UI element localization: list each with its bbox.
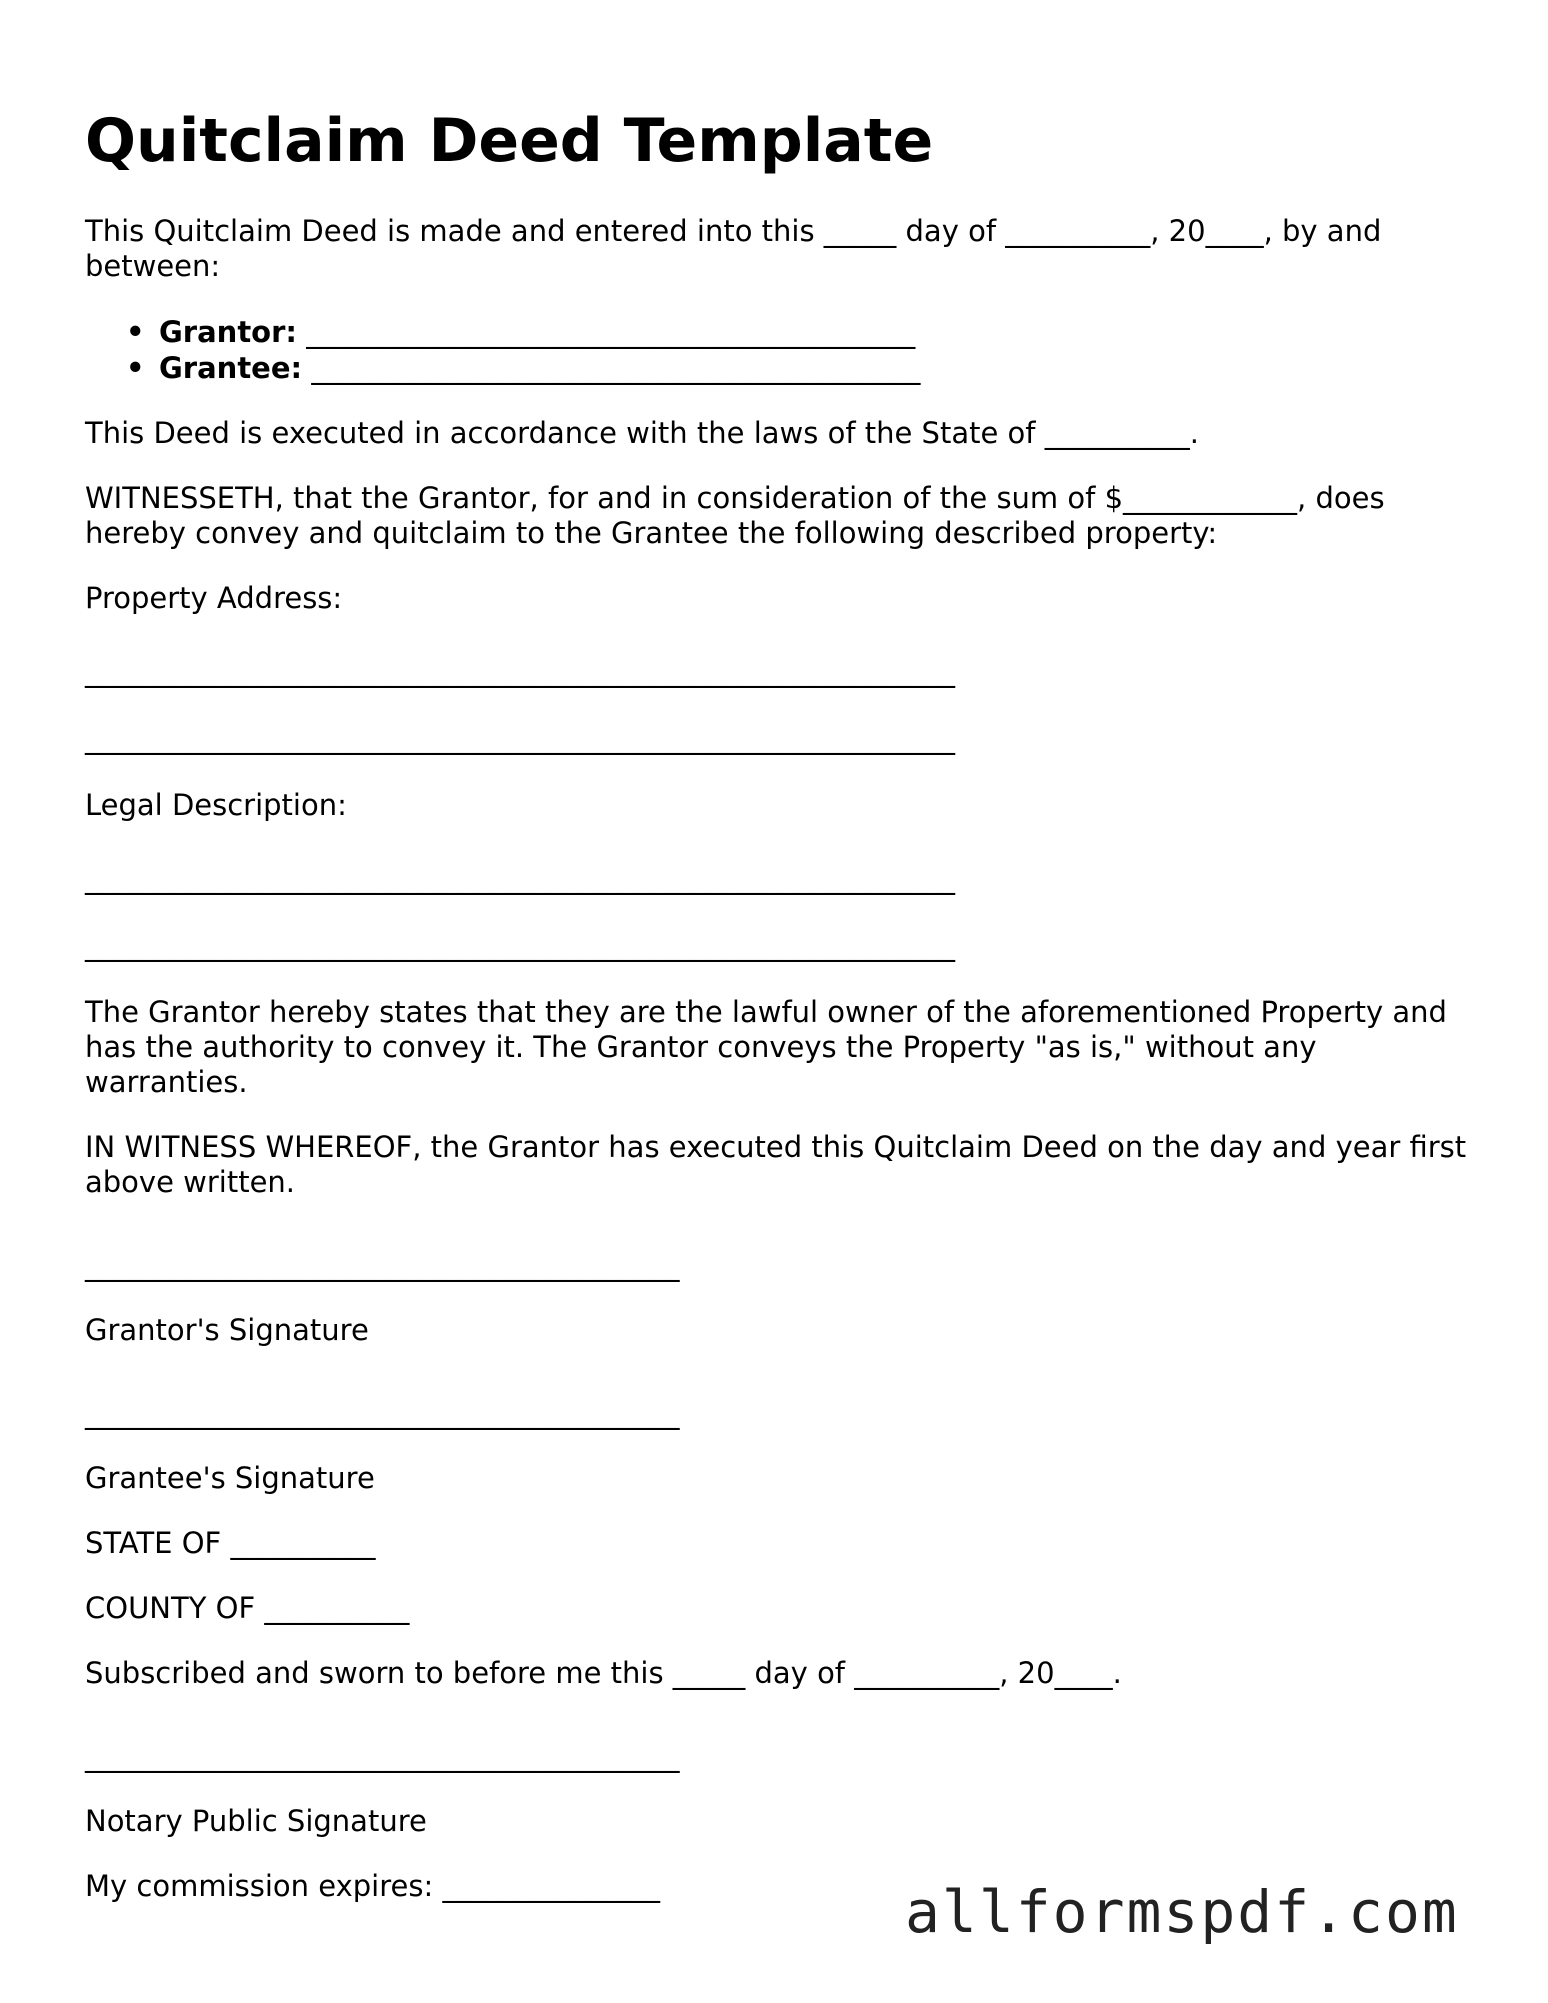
in-witness-paragraph: IN WITNESS WHEREOF, the Grantor has executed this Quitclaim Deed on the day and year first above written. bbox=[85, 1130, 1467, 1199]
notary-signature-line: _________________________________________ bbox=[85, 1739, 680, 1773]
grantor-blank: __________________________________________ bbox=[306, 315, 916, 349]
state-of-line: STATE OF __________ bbox=[85, 1526, 376, 1560]
county-of-line: COUNTY OF __________ bbox=[85, 1591, 410, 1625]
property-address-label: Property Address: bbox=[85, 581, 343, 615]
grantee-signature-line: _________________________________________ bbox=[85, 1396, 680, 1430]
legal-description-line-1: ____________________________________________________________ bbox=[85, 861, 955, 895]
property-address-line-1: ____________________________________________________________ bbox=[85, 654, 955, 688]
watermark-text: allformspdf.com bbox=[905, 1878, 1459, 1946]
grantee-label: Grantee: bbox=[159, 351, 303, 385]
grantor-label: Grantor: bbox=[159, 315, 298, 349]
notary-signature-label: Notary Public Signature bbox=[85, 1804, 427, 1838]
intro-paragraph: This Quitclaim Deed is made and entered into this _____ day of __________, 20____, by and between: bbox=[85, 214, 1382, 283]
document-title: Quitclaim Deed Template bbox=[85, 106, 934, 176]
grantor-item bbox=[159, 314, 1475, 350]
property-address-line-2: ____________________________________________________________ bbox=[85, 721, 955, 755]
grantor-signature-label: Grantor's Signature bbox=[85, 1313, 369, 1347]
commission-expires-line: My commission expires: _______________ bbox=[85, 1869, 660, 1903]
grantee-item bbox=[159, 350, 1475, 386]
grantee-signature-label: Grantee's Signature bbox=[85, 1461, 375, 1495]
grantee-blank: __________________________________________ bbox=[311, 351, 921, 385]
ownership-statement: The Grantor hereby states that they are the lawful owner of the aforementioned Property and has the authority to convey it. The Grantor conveys the Property "as is," without any warranties. bbox=[85, 995, 1447, 1099]
document-page bbox=[85, 105, 1475, 1934]
parties-list bbox=[85, 314, 1475, 386]
legal-description-line-2: ____________________________________________________________ bbox=[85, 928, 955, 962]
law-clause: This Deed is executed in accordance with the laws of the State of __________. bbox=[85, 416, 1199, 450]
subscribed-line: Subscribed and sworn to before me this _____ day of __________, 20____. bbox=[85, 1656, 1122, 1690]
witnesseth-paragraph: WITNESSETH, that the Grantor, for and in consideration of the sum of $____________, does hereby convey and quitclaim to the Grantee the following described property: bbox=[85, 481, 1385, 550]
grantor-signature-line: _________________________________________ bbox=[85, 1248, 680, 1282]
legal-description-label: Legal Description: bbox=[85, 788, 347, 822]
